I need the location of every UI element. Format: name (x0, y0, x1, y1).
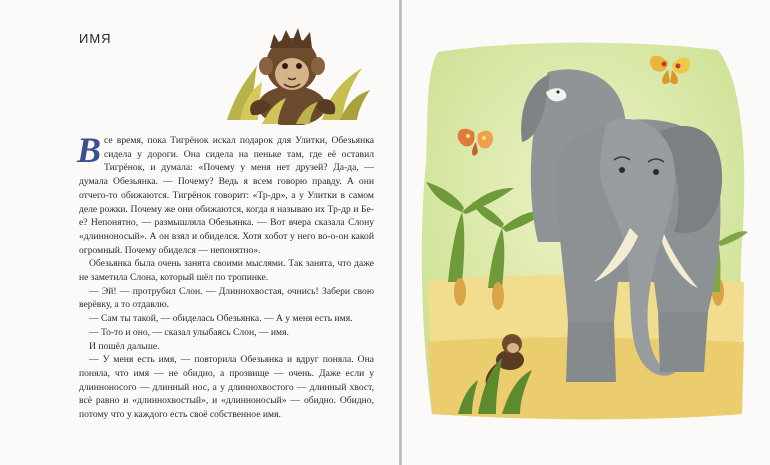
story-paragraph: Обезьянка была очень занята своими мыслями. Так занята, что даже не заметила Слона, который шёл по тропинке. (79, 258, 374, 284)
story-paragraph (77, 130, 374, 257)
paragraph-text: се время, пока Тигрёнок искал подарок для Улитки, Обезьянка сидела у дороги. Она сидела на пеньке там, где её оставил Тигрёнок, и думала: «Почему у меня нет друзей? Да-да, — думала Обезьянка. — Почему? Ведь я всем говорю правду. А они отчего-то обижаются. Тигрёнок говорит: «Тр-др», а у Улитки в самом деле рожки. Почему же они обижаются, когда я называю их Тр-др и Бе-е? Непонятно, — размышляла Обезьянка. — Вот вчера сказала Слону «длинноносый». А он взял и обиделся. Хотя хобот у него во-о-он какой огромный. Почему обиделся — непонятно». (79, 135, 374, 256)
monkey-illustration (222, 20, 372, 125)
story-paragraph: — Эй! — протрубил Слон. — Длиннохвостая, очнись! Забери свою верёвку, а то отдавлю. (79, 285, 374, 311)
story-paragraph: И пошёл дальше. (89, 340, 160, 352)
chapter-title: ИМЯ (79, 31, 112, 46)
story-paragraph: — То-то и оно, — сказал улыбаясь Слон, — имя. (89, 326, 289, 338)
story-text (77, 130, 374, 422)
dropcap-letter: В (77, 130, 102, 170)
story-paragraph: — У меня есть имя, — повторила Обезьянка и вдруг поняла. Она поняла, что имя — не обидно, а прозвище — очень. Даже если у длинноносого — длинный нос, а у длиннохвостого — длинный хвост, всё равно и «длиннохвостый», и «длинноносый» — обидно. Обидно, потому что у каждого есть своё собственное имя. (79, 354, 374, 421)
elephant-illustration (418, 42, 748, 422)
story-paragraph: — Сам ты такой, — обиделась Обезьянка. — А у меня есть имя. (89, 313, 353, 325)
